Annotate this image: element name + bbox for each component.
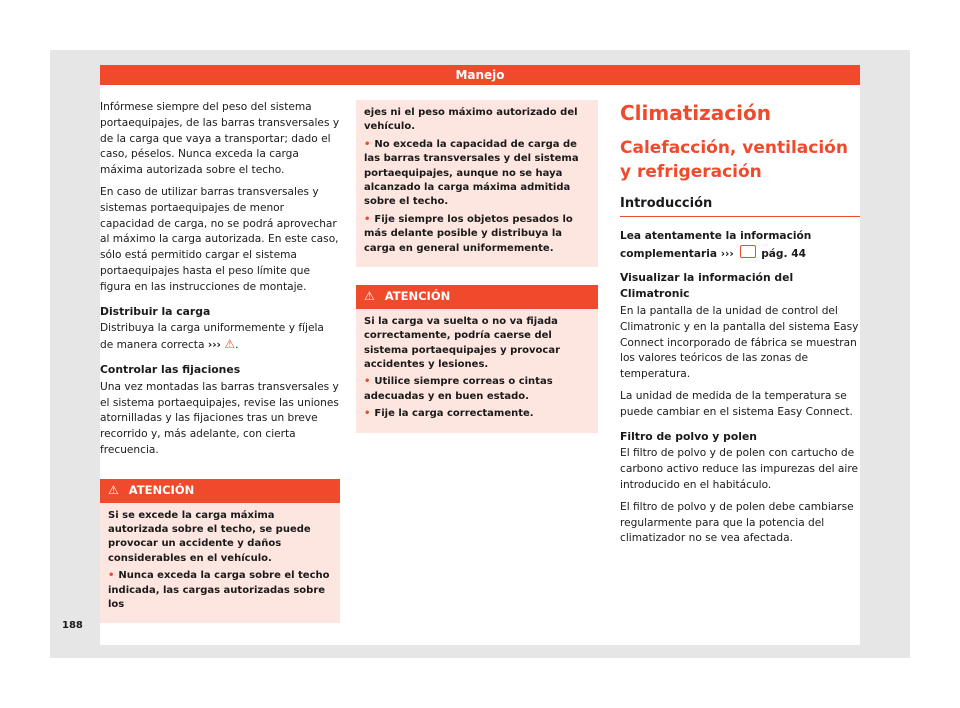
paragraph: El filtro de polvo y de polen debe cambiarse regularmente para que la potencia del climatizador no se vea afectada. [620,500,854,545]
column-middle [356,100,598,433]
subheading: Visualizar la información del Climatronic [620,271,794,301]
paragraph: Distribuya la carga uniformemente y fíjela de manera correcta ››› ⚠. [100,322,324,352]
paragraph: La unidad de medida de la temperatura se puede cambiar en el sistema Easy Connect. [620,389,853,418]
paragraph: En la pantalla de la unidad de control del Climatronic y en la pantalla del sistema Easy Connect incorporado de fábrica se muestran los valores teóricos de las zonas de temperatura. [620,304,859,381]
column-right [620,100,860,553]
chapter-title: Climatización [620,101,771,125]
cross-reference[interactable]: ››› [207,339,221,352]
subheading: Controlar las fijaciones [100,362,241,376]
paragraph: Una vez montadas las barras transversales y el sistema portaequipajes, revise las uniones atornilladas y las fijaciones tras un breve recorrido y, más adelante, con cierta frecuencia. [100,380,339,456]
warning-icon: ⚠ [364,289,375,304]
warning-body: Si la carga va suelta o no va fijada correctamente, podría caerse del sistema portaequipajes y provocar accidentes y lesiones. • Utilice siempre correas o cintas adecuadas y en buen estado. • Fije la carga correctamente. [356,309,598,433]
book-icon [740,245,756,258]
bullet-item: • Nunca exceda la carga sobre el techo indicada, las cargas autorizadas sobre los [108,569,332,612]
warning-icon: ⚠ [108,482,119,497]
subheading: Distribuir la carga [100,304,211,318]
warning-icon: ⚠ [224,337,236,352]
section-header: Manejo [100,65,860,85]
section-title: Calefacción, ventilación y refrigeración [620,138,848,182]
bullet-item: • Fije la carga correctamente. [364,407,590,421]
bullet-item: • No exceda la capacidad de carga de las barras transversales y del sistema portaequipajes, aunque no se haya alcanzado la carga máxima admitida sobre el techo. [364,138,590,210]
paragraph: El filtro de polvo y de polen con cartucho de carbono activo reduce las impurezas del aire introducido en el habitáculo. [620,447,858,491]
warning-box [356,285,598,433]
subsection-title: Introducción [620,196,860,217]
cross-reference[interactable]: ››› [720,247,734,260]
warning-continuation: ejes ni el peso máximo autorizado del vehículo. • No exceda la capacidad de carga de las barras transversales y del sistema portaequipajes, aunque no se haya alcanzado la carga máxima admitida sobre el techo. • Fije siempre los objetos pesados lo más delante posible y distribuya la carga en general uniformemente. [356,100,598,267]
warning-header: ⚠ ATENCIÓN [100,479,340,503]
paragraph: En caso de utilizar barras transversales y sistemas portaequipajes de menor capacidad de carga, no se podrá aprovechar al máximo la carga autorizada. En este caso, sólo está permitido cargar el sistema portaequipajes hasta el peso límite que figura en las instrucciones de montaje. [100,185,339,293]
warning-header: ⚠ ATENCIÓN [356,285,598,309]
intro-paragraph: Lea atentamente la información complementaria ››› pág. 44 [620,229,812,260]
column-left [100,100,340,623]
page-number: 188 [62,620,83,631]
bullet-item: • Fije siempre los objetos pesados lo más delante posible y distribuya la carga en general uniformemente. [364,213,590,256]
warning-body: Si se excede la carga máxima autorizada sobre el techo, se puede provocar un accidente y daños considerables en el vehículo. • Nunca exceda la carga sobre el techo indicada, las cargas autorizadas sobre los [100,503,340,624]
paragraph: Infórmese siempre del peso del sistema portaequipajes, de las barras transversales y de la carga que vaya a transportar; dado el caso, péselos. Nunca exceda la carga máxima autorizada sobre el techo. [100,101,340,177]
page-reference[interactable]: pág. 44 [761,247,806,260]
subheading: Filtro de polvo y polen [620,429,757,443]
warning-box [100,479,340,624]
bullet-item: • Utilice siempre correas o cintas adecuadas y en buen estado. [364,375,590,404]
